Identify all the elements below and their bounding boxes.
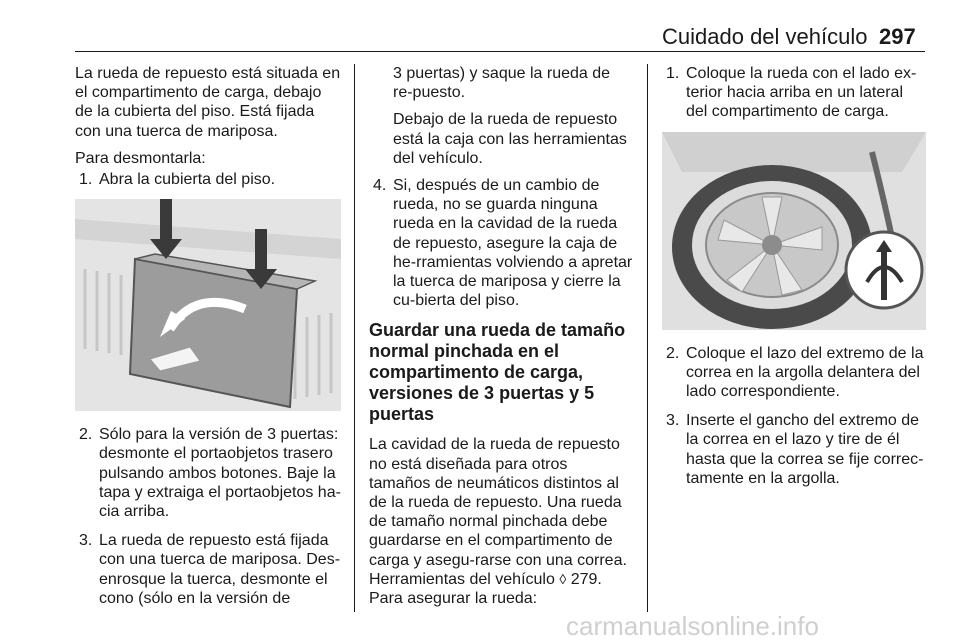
header-title: Cuidado del vehículo (662, 24, 868, 49)
step-3 (662, 411, 926, 488)
section-body (369, 435, 633, 608)
column-2 (369, 64, 633, 616)
step-text: La rueda de repuesto está fijada con una tuerca de mariposa. Des-enrosque la tuerca, desmonte el cono (sólo en la versión de (99, 532, 341, 607)
body-text-cont: 279. Para asegurar la rueda: (369, 570, 602, 608)
step-2 (75, 425, 341, 521)
watermark: carmanualsonline.info (566, 611, 819, 641)
step-number: 4. (373, 177, 387, 195)
step-2 (662, 344, 926, 402)
step-text: Inserte el gancho del extremo de la correa en el lazo y tire de él hasta que la correa se fije correc-tamente en la argolla. (686, 412, 924, 487)
page-number: 297 (879, 24, 916, 49)
column-1 (75, 64, 341, 618)
header-rule (75, 51, 925, 52)
spare-wheel-strap-illustration (662, 132, 926, 330)
floor-cover-illustration (75, 199, 341, 411)
step-number: 3. (666, 412, 680, 430)
step-3-continuation: 3 puertas) y saque la rueda de re-puesto. (393, 65, 611, 102)
step-number: 1. (666, 65, 680, 82)
intro-paragraph: La rueda de repuesto está situada en el compartimento de carga, debajo de la cubierta del piso. Está fijada con una tuerca de mariposa. (75, 65, 341, 140)
step-3 (75, 531, 341, 608)
step-1 (75, 170, 341, 189)
step-number: 3. (79, 532, 93, 550)
step-number: 2. (666, 344, 680, 362)
column-3 (662, 64, 926, 498)
step-text: Coloque la rueda con el lado ex-terior hacia arriba en un lateral del compartimento de carga. (686, 65, 917, 121)
step-text: Sólo para la versión de 3 puertas: desmonte el portaobjetos trasero pulsando ambos botones. Baje la tapa y extraiga el portaobjetos ha-cia arriba. (99, 426, 341, 521)
column-divider-1 (354, 64, 355, 612)
column-divider-2 (647, 64, 648, 612)
removal-lead: Para desmontarla: (75, 149, 206, 167)
step-text: Coloque el lazo del extremo de la correa en la argolla delantera del lado correspondiente. (686, 344, 924, 401)
step-number: 2. (79, 426, 93, 444)
step-text: Si, después de un cambio de rueda, no se guarda ninguna rueda en la cavidad de la rueda de repuesto, asegure la caja de he-rramientas volviendo a apretar la tuerca de mariposa y cierre la cu-bierta del piso. (393, 177, 633, 310)
page-header (0, 0, 960, 52)
cross-reference-icon: ◊ (559, 570, 567, 587)
step-4 (369, 176, 633, 310)
step-number: 1. (79, 171, 93, 189)
tool-box-note: Debajo de la rueda de repuesto está la caja con las herramientas del vehículo. (393, 111, 627, 167)
body-text: La cavidad de la rueda de repuesto no está diseñada para otros tamaños de neumáticos distintos al de la rueda de repuesto. Una rueda de tamaño normal pinchada debe guardarse en el compartimento de carga y asegu-rarse con una correa. Herramientas del vehículo (369, 436, 627, 588)
section-heading: Guardar una rueda de tamaño normal pinchada en el compartimento de carga, versiones de 3 puertas y 5 puertas (369, 320, 626, 425)
step-text: Abra la cubierta del piso. (99, 171, 276, 189)
step-1 (662, 64, 926, 122)
